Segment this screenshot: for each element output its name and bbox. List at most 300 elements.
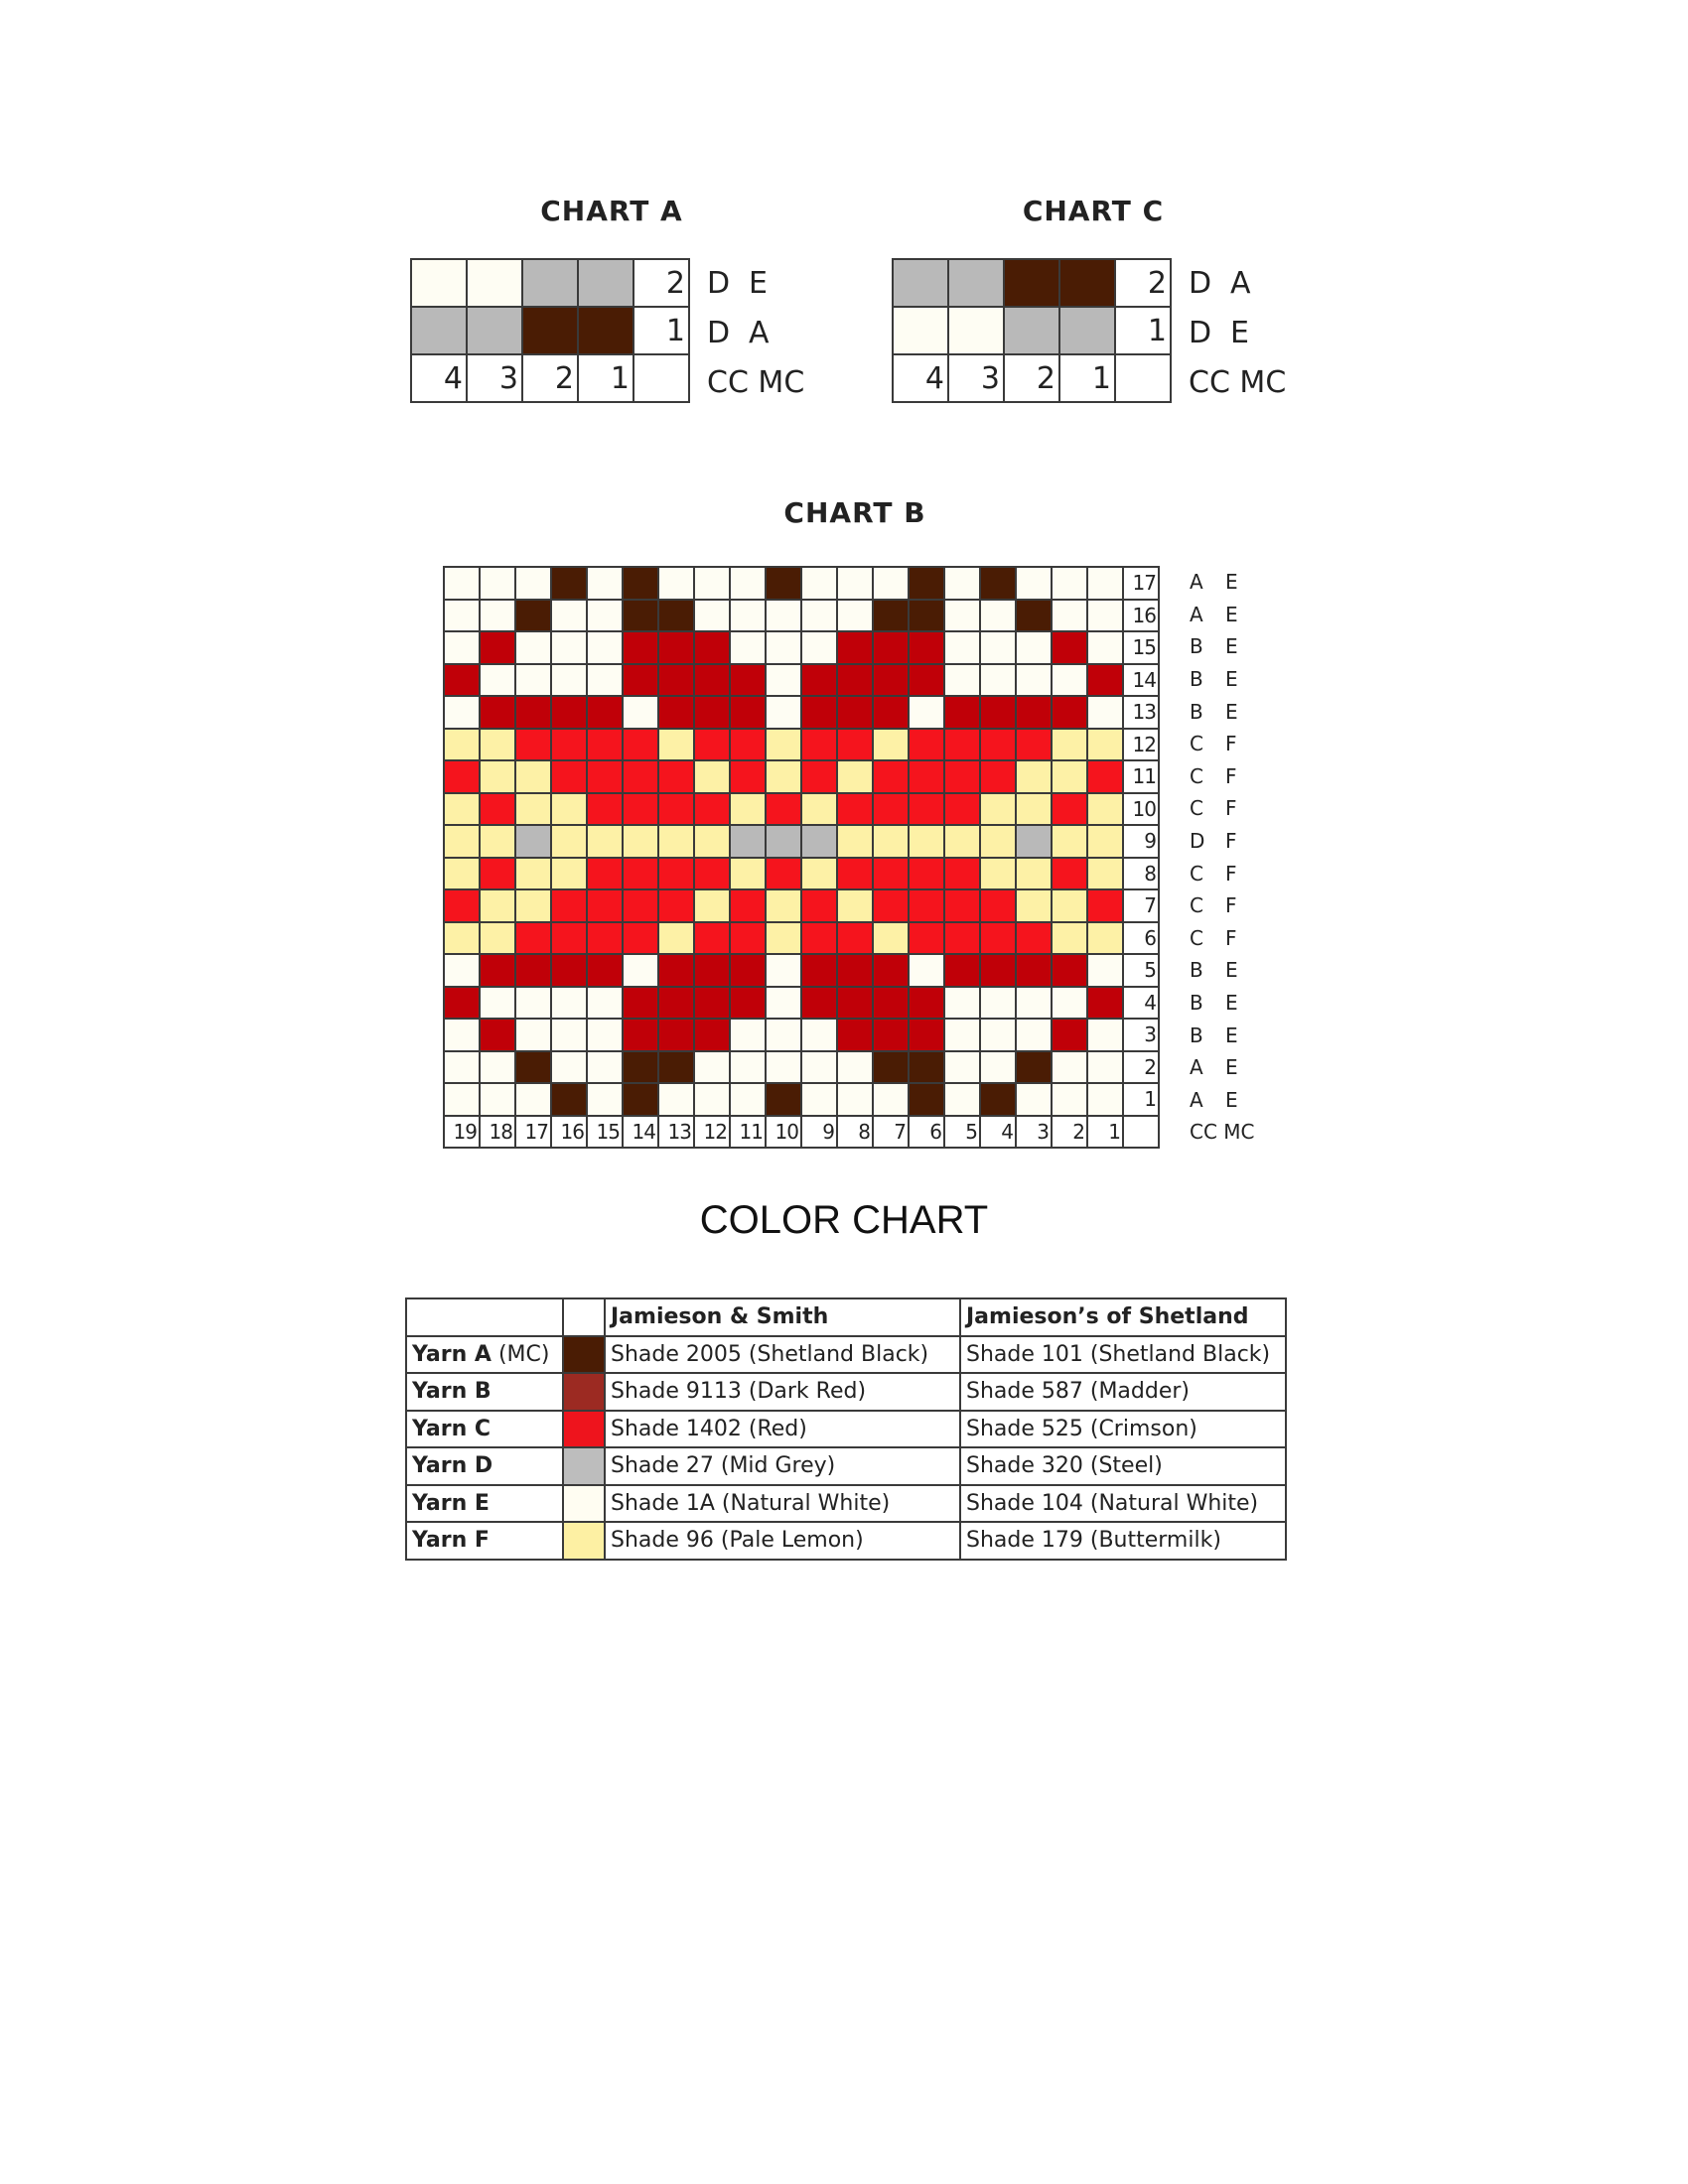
stitch-cell	[837, 696, 873, 729]
row-number: 17	[1123, 567, 1159, 600]
stitch-cell	[1052, 825, 1087, 858]
chart-row	[444, 729, 1159, 761]
stitch-cell	[623, 1051, 658, 1084]
row-color-label	[1190, 954, 1238, 987]
stitch-cell	[730, 922, 766, 955]
column-number: 15	[587, 1116, 623, 1149]
stitch-cell	[480, 889, 515, 922]
column-number: 7	[873, 1116, 909, 1149]
stitch-cell	[623, 1019, 658, 1051]
color-swatch	[563, 1336, 605, 1374]
stitch-cell	[980, 760, 1016, 793]
stitch-cell	[909, 1051, 944, 1084]
stitch-cell	[623, 793, 658, 826]
stitch-cell	[766, 858, 801, 890]
row-number: 16	[1123, 600, 1159, 632]
jamiesons-shetland-shade: Shade 525 (Crimson)	[960, 1411, 1286, 1448]
stitch-cell	[766, 889, 801, 922]
stitch-cell	[587, 825, 623, 858]
column-number: 11	[730, 1116, 766, 1149]
stitch-cell	[730, 729, 766, 761]
stitch-cell	[480, 729, 515, 761]
stitch-cell	[944, 1019, 980, 1051]
cc-letter: D	[707, 265, 731, 301]
stitch-cell	[837, 729, 873, 761]
stitch-cell	[837, 567, 873, 600]
stitch-cell	[909, 760, 944, 793]
stitch-cell	[515, 825, 551, 858]
chart-row	[444, 858, 1159, 890]
mc-letter: A	[749, 315, 770, 350]
stitch-cell	[730, 631, 766, 664]
chart-row	[444, 922, 1159, 955]
stitch-cell	[766, 954, 801, 987]
stitch-cell	[801, 1051, 837, 1084]
stitch-cell	[694, 1019, 730, 1051]
chart-b-title: CHART B	[783, 496, 926, 529]
stitch-cell	[694, 922, 730, 955]
stitch-cell	[873, 567, 909, 600]
stitch-cell	[766, 987, 801, 1020]
color-chart-row	[406, 1522, 1286, 1560]
color-chart-row	[406, 1485, 1286, 1523]
stitch-cell	[730, 600, 766, 632]
stitch-cell	[837, 760, 873, 793]
cc-letter: B	[1190, 634, 1203, 659]
stitch-cell	[730, 664, 766, 697]
stitch-cell	[444, 987, 480, 1020]
column-number: 10	[766, 1116, 801, 1149]
row-number: 10	[1123, 793, 1159, 826]
stitch-cell	[658, 1051, 694, 1084]
stitch-cell	[980, 825, 1016, 858]
stitch-cell	[1087, 696, 1123, 729]
column-number: 3	[1016, 1116, 1052, 1149]
cc-letter: D	[1189, 265, 1212, 301]
stitch-cell	[766, 631, 801, 664]
stitch-cell	[587, 729, 623, 761]
mc-letter: E	[1225, 667, 1238, 692]
column-number: 2	[1052, 1116, 1087, 1149]
stitch-cell	[623, 729, 658, 761]
row-color-label	[1190, 792, 1237, 825]
mc-letter: F	[1225, 829, 1237, 854]
mc-letter: E	[1225, 1055, 1238, 1080]
row-color-label	[1190, 1084, 1238, 1117]
stitch-cell	[873, 760, 909, 793]
stitch-cell	[944, 1083, 980, 1116]
stitch-cell	[909, 600, 944, 632]
stitch-cell	[658, 567, 694, 600]
column-number-row	[411, 354, 689, 402]
stitch-cell	[694, 858, 730, 890]
column-number: 12	[694, 1116, 730, 1149]
stitch-cell	[551, 1083, 587, 1116]
column-number-row	[893, 354, 1171, 402]
stitch-cell	[944, 889, 980, 922]
stitch-cell	[837, 954, 873, 987]
stitch-cell	[944, 858, 980, 890]
stitch-cell	[766, 825, 801, 858]
stitch-cell	[578, 307, 633, 354]
row-number: 14	[1123, 664, 1159, 697]
stitch-cell	[578, 259, 633, 307]
jamieson-smith-shade: Shade 9113 (Dark Red)	[605, 1373, 960, 1411]
stitch-cell	[623, 760, 658, 793]
stitch-cell	[1059, 307, 1115, 354]
stitch-cell	[1052, 987, 1087, 1020]
stitch-cell	[1016, 664, 1052, 697]
row-color-label	[707, 308, 770, 357]
stitch-cell	[873, 600, 909, 632]
row-color-label	[1190, 1019, 1238, 1051]
stitch-cell	[694, 696, 730, 729]
stitch-cell	[837, 858, 873, 890]
row-color-label	[1190, 760, 1237, 793]
stitch-cell	[515, 1083, 551, 1116]
chart-row	[444, 664, 1159, 697]
stitch-cell	[551, 825, 587, 858]
stitch-cell	[980, 696, 1016, 729]
stitch-cell	[730, 889, 766, 922]
color-swatch	[563, 1373, 605, 1411]
stitch-cell	[480, 1051, 515, 1084]
stitch-cell	[587, 1019, 623, 1051]
stitch-cell	[1016, 631, 1052, 664]
stitch-cell	[515, 858, 551, 890]
chart-row	[411, 259, 689, 307]
row-color-label	[1190, 630, 1238, 663]
row-number: 5	[1123, 954, 1159, 987]
stitch-cell	[1052, 696, 1087, 729]
stitch-cell	[1087, 793, 1123, 826]
stitch-cell	[1016, 760, 1052, 793]
stitch-cell	[411, 307, 467, 354]
stitch-cell	[522, 307, 578, 354]
stitch-cell	[801, 793, 837, 826]
stitch-cell	[1016, 600, 1052, 632]
stitch-cell	[801, 567, 837, 600]
stitch-cell	[909, 631, 944, 664]
stitch-cell	[444, 1019, 480, 1051]
stitch-cell	[1052, 954, 1087, 987]
yarn-name	[406, 1522, 563, 1560]
cc-mc-label: CC MC	[707, 364, 805, 400]
stitch-cell	[801, 760, 837, 793]
stitch-cell	[694, 889, 730, 922]
stitch-cell	[1052, 760, 1087, 793]
stitch-cell	[1087, 1051, 1123, 1084]
stitch-cell	[694, 1083, 730, 1116]
cc-mc-label: CC MC	[1189, 364, 1287, 400]
stitch-cell	[980, 889, 1016, 922]
stitch-cell	[551, 729, 587, 761]
stitch-cell	[515, 889, 551, 922]
header-jamieson-smith: Jamieson & Smith	[605, 1298, 960, 1336]
stitch-cell	[980, 954, 1016, 987]
stitch-cell	[980, 858, 1016, 890]
chart-row	[444, 793, 1159, 826]
stitch-cell	[515, 567, 551, 600]
stitch-cell	[658, 729, 694, 761]
stitch-cell	[909, 858, 944, 890]
stitch-cell	[551, 793, 587, 826]
stitch-cell	[873, 631, 909, 664]
stitch-cell	[766, 1019, 801, 1051]
stitch-cell	[1004, 307, 1059, 354]
stitch-cell	[730, 954, 766, 987]
stitch-cell	[444, 696, 480, 729]
color-chart-header-row	[406, 1298, 1286, 1336]
column-number: 4	[411, 354, 467, 402]
cc-letter: C	[1190, 732, 1203, 756]
stitch-cell	[623, 825, 658, 858]
row-color-label	[1189, 308, 1249, 357]
stitch-cell	[1052, 631, 1087, 664]
corner-cell	[1115, 354, 1171, 402]
stitch-cell	[944, 631, 980, 664]
stitch-cell	[873, 1051, 909, 1084]
yarn-label: Yarn E	[412, 1490, 490, 1516]
stitch-cell	[587, 954, 623, 987]
stitch-cell	[623, 696, 658, 729]
stitch-cell	[444, 954, 480, 987]
stitch-cell	[480, 825, 515, 858]
cc-letter: B	[1190, 1023, 1203, 1047]
column-number: 16	[551, 1116, 587, 1149]
row-number: 8	[1123, 858, 1159, 890]
stitch-cell	[444, 1083, 480, 1116]
stitch-cell	[480, 922, 515, 955]
chart-c-title: CHART C	[1022, 195, 1165, 227]
stitch-cell	[623, 567, 658, 600]
cc-mc-label: CC MC	[1190, 1120, 1255, 1145]
header-swatch	[563, 1298, 605, 1336]
row-number: 2	[1123, 1051, 1159, 1084]
row-number: 7	[1123, 889, 1159, 922]
stitch-cell	[444, 729, 480, 761]
stitch-cell	[444, 825, 480, 858]
jamieson-smith-shade: Shade 1402 (Red)	[605, 1411, 960, 1448]
chart-row	[444, 567, 1159, 600]
stitch-cell	[551, 600, 587, 632]
column-number: 4	[893, 354, 948, 402]
stitch-cell	[1016, 1051, 1052, 1084]
stitch-cell	[480, 1083, 515, 1116]
chart-row	[444, 760, 1159, 793]
stitch-cell	[873, 987, 909, 1020]
column-number: 8	[837, 1116, 873, 1149]
stitch-cell	[944, 954, 980, 987]
row-number: 3	[1123, 1019, 1159, 1051]
column-number: 17	[515, 1116, 551, 1149]
stitch-cell	[444, 664, 480, 697]
row-color-label	[1190, 889, 1237, 922]
stitch-cell	[587, 1083, 623, 1116]
stitch-cell	[730, 1019, 766, 1051]
stitch-cell	[873, 1019, 909, 1051]
yarn-name	[406, 1336, 563, 1374]
cc-letter: C	[1190, 763, 1203, 788]
jamiesons-shetland-shade: Shade 101 (Shetland Black)	[960, 1336, 1286, 1374]
stitch-cell	[694, 567, 730, 600]
stitch-cell	[837, 889, 873, 922]
stitch-cell	[444, 600, 480, 632]
corner-cell	[1123, 1116, 1159, 1149]
stitch-cell	[467, 307, 522, 354]
stitch-cell	[694, 600, 730, 632]
stitch-cell	[1052, 1051, 1087, 1084]
jamiesons-shetland-shade: Shade 179 (Buttermilk)	[960, 1522, 1286, 1560]
chart-row	[444, 889, 1159, 922]
stitch-cell	[694, 664, 730, 697]
stitch-cell	[873, 858, 909, 890]
stitch-cell	[1052, 600, 1087, 632]
stitch-cell	[909, 889, 944, 922]
color-chart-title: COLOR CHART	[699, 1198, 989, 1242]
row-number: 1	[1115, 307, 1171, 354]
stitch-cell	[730, 1083, 766, 1116]
stitch-cell	[658, 1019, 694, 1051]
stitch-cell	[658, 631, 694, 664]
stitch-cell	[694, 987, 730, 1020]
stitch-cell	[766, 567, 801, 600]
stitch-cell	[587, 922, 623, 955]
stitch-cell	[587, 793, 623, 826]
row-color-label	[1190, 599, 1238, 631]
stitch-cell	[623, 664, 658, 697]
stitch-cell	[515, 987, 551, 1020]
stitch-cell	[980, 1083, 1016, 1116]
stitch-cell	[551, 889, 587, 922]
stitch-cell	[587, 760, 623, 793]
stitch-cell	[658, 889, 694, 922]
stitch-cell	[909, 696, 944, 729]
stitch-cell	[980, 567, 1016, 600]
stitch-cell	[909, 664, 944, 697]
stitch-cell	[909, 793, 944, 826]
stitch-cell	[944, 696, 980, 729]
stitch-cell	[837, 987, 873, 1020]
yarn-label: Yarn D	[412, 1453, 493, 1479]
stitch-cell	[944, 567, 980, 600]
stitch-cell	[1004, 259, 1059, 307]
stitch-cell	[694, 631, 730, 664]
stitch-cell	[587, 696, 623, 729]
cc-letter: C	[1190, 861, 1203, 886]
stitch-cell	[551, 664, 587, 697]
stitch-cell	[944, 664, 980, 697]
stitch-cell	[522, 259, 578, 307]
mc-letter: F	[1225, 796, 1237, 821]
stitch-cell	[1087, 664, 1123, 697]
stitch-cell	[515, 954, 551, 987]
stitch-cell	[480, 793, 515, 826]
header-blank	[406, 1298, 563, 1336]
stitch-cell	[980, 793, 1016, 826]
stitch-cell	[658, 922, 694, 955]
row-number: 11	[1123, 760, 1159, 793]
stitch-cell	[980, 664, 1016, 697]
stitch-cell	[1052, 1083, 1087, 1116]
stitch-cell	[444, 793, 480, 826]
mc-letter: F	[1225, 893, 1237, 918]
stitch-cell	[801, 889, 837, 922]
stitch-cell	[801, 987, 837, 1020]
row-number: 6	[1123, 922, 1159, 955]
jamieson-smith-shade: Shade 96 (Pale Lemon)	[605, 1522, 960, 1560]
stitch-cell	[801, 1019, 837, 1051]
stitch-cell	[1087, 631, 1123, 664]
mc-letter: E	[1225, 958, 1238, 983]
stitch-cell	[730, 760, 766, 793]
row-color-label	[1190, 857, 1237, 889]
column-number: 4	[980, 1116, 1016, 1149]
row-number: 1	[633, 307, 689, 354]
stitch-cell	[587, 631, 623, 664]
stitch-cell	[837, 1083, 873, 1116]
stitch-cell	[480, 600, 515, 632]
jamiesons-shetland-shade: Shade 587 (Madder)	[960, 1373, 1286, 1411]
stitch-cell	[444, 858, 480, 890]
color-chart-row	[406, 1373, 1286, 1411]
mc-letter: F	[1225, 925, 1237, 950]
stitch-cell	[1052, 729, 1087, 761]
stitch-cell	[515, 600, 551, 632]
chart-row	[444, 954, 1159, 987]
row-color-label	[707, 258, 768, 308]
column-number: 1	[578, 354, 633, 402]
stitch-cell	[1016, 567, 1052, 600]
stitch-cell	[944, 922, 980, 955]
color-swatch	[563, 1522, 605, 1560]
column-number: 19	[444, 1116, 480, 1149]
row-number: 12	[1123, 729, 1159, 761]
cc-letter: A	[1190, 1087, 1203, 1112]
stitch-cell	[980, 987, 1016, 1020]
stitch-cell	[980, 631, 1016, 664]
stitch-cell	[730, 696, 766, 729]
stitch-cell	[944, 760, 980, 793]
row-color-label	[1190, 987, 1238, 1020]
chart-row	[893, 259, 1171, 307]
column-number: 3	[467, 354, 522, 402]
mc-letter: F	[1225, 861, 1237, 886]
stitch-cell	[515, 664, 551, 697]
stitch-cell	[801, 664, 837, 697]
stitch-cell	[801, 631, 837, 664]
stitch-cell	[1016, 987, 1052, 1020]
stitch-cell	[694, 1051, 730, 1084]
stitch-cell	[1016, 922, 1052, 955]
cc-letter: A	[1190, 570, 1203, 595]
stitch-cell	[694, 760, 730, 793]
stitch-cell	[444, 889, 480, 922]
yarn-suffix: (MC)	[491, 1341, 550, 1367]
chart-row	[444, 987, 1159, 1020]
row-color-label	[1190, 695, 1238, 728]
jamiesons-shetland-shade: Shade 104 (Natural White)	[960, 1485, 1286, 1523]
stitch-cell	[1016, 696, 1052, 729]
stitch-cell	[515, 631, 551, 664]
cc-letter: B	[1190, 991, 1203, 1016]
stitch-cell	[444, 760, 480, 793]
stitch-cell	[587, 987, 623, 1020]
stitch-cell	[658, 987, 694, 1020]
column-number: 13	[658, 1116, 694, 1149]
stitch-cell	[551, 1051, 587, 1084]
chart-row	[444, 600, 1159, 632]
